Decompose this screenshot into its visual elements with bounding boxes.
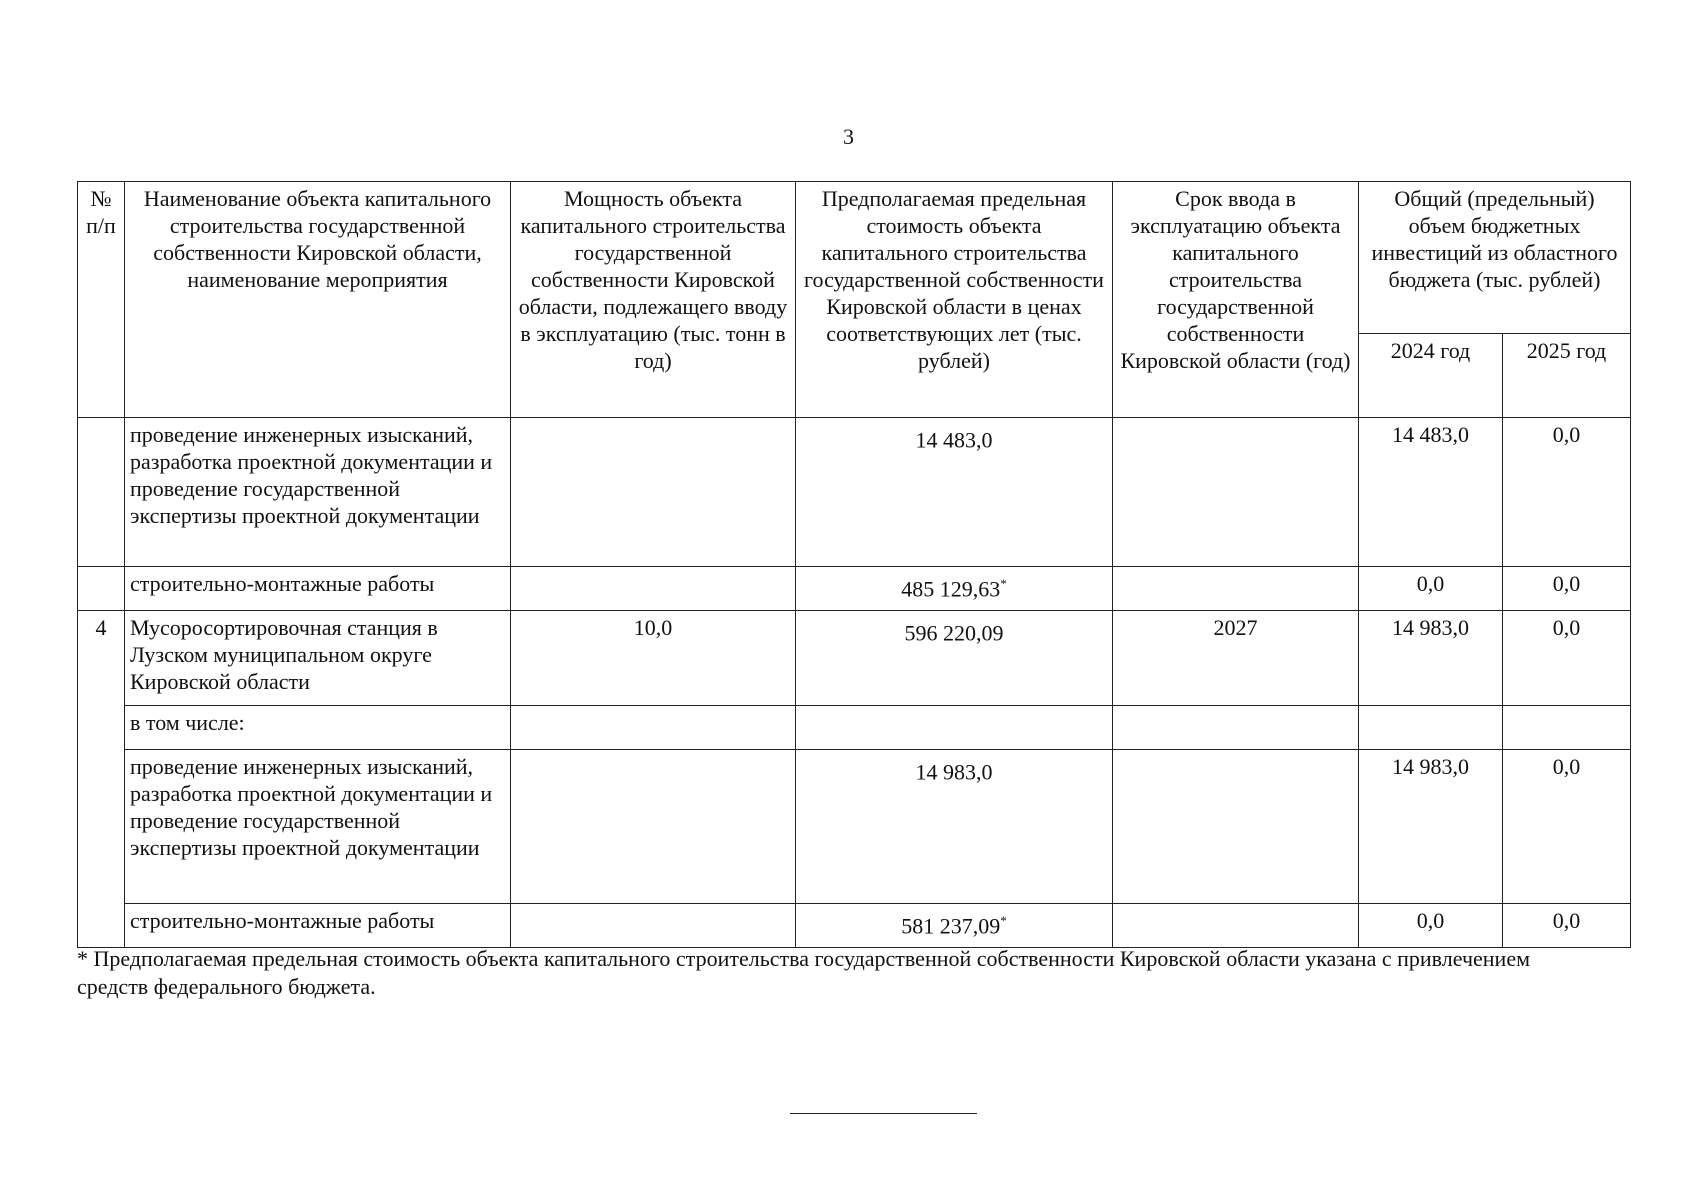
cell-2024: 14 483,0 (1359, 418, 1503, 567)
cell-cost (796, 611, 1113, 706)
cell-num: 4 (78, 611, 125, 706)
cell-cost (796, 750, 1113, 904)
header-term: Срок ввода в эксплуатацию объекта капитального строительства государственной собственности Кировской области (год) (1113, 182, 1359, 418)
cell-capacity (511, 904, 796, 948)
header-capacity: Мощность объекта капитального строительства государственной собственности Кировской области, подлежащего вводу в эксплуатацию (тыс. тонн в год) (511, 182, 796, 418)
cell-2025: 0,0 (1503, 611, 1631, 706)
cost-value: 14 483,0 (915, 427, 993, 453)
cell-2025: 0,0 (1503, 904, 1631, 948)
table-row (78, 611, 1631, 706)
cell-name: в том числе: (125, 706, 511, 750)
cell-2024 (1359, 706, 1503, 750)
cell-name: строительно-монтажные работы (125, 904, 511, 948)
cell-name: проведение инженерных изысканий, разработка проектной документации и проведение государственной экспертизы проектной документации (125, 750, 511, 904)
table-row (78, 418, 1631, 567)
table-row (78, 567, 1631, 611)
cost-value: 596 220,09 (904, 620, 1004, 646)
cost-value: 581 237,09 (901, 913, 1001, 939)
header-year-2024: 2024 год (1359, 334, 1503, 418)
cell-num (78, 750, 125, 904)
cell-num (78, 567, 125, 611)
cell-term (1113, 750, 1359, 904)
cell-cost (796, 418, 1113, 567)
cell-2024: 0,0 (1359, 904, 1503, 948)
cost-value: 14 983,0 (915, 759, 993, 785)
cell-cost (796, 706, 1113, 750)
footnote-mark: * (1000, 913, 1007, 928)
cell-2025 (1503, 706, 1631, 750)
cell-2024: 0,0 (1359, 567, 1503, 611)
table-row (78, 904, 1631, 948)
header-year-2025: 2025 год (1503, 334, 1631, 418)
cell-term (1113, 418, 1359, 567)
cell-2024: 14 983,0 (1359, 750, 1503, 904)
cell-name: Мусоросортировочная станция в Лузском муниципальном округе Кировской области (125, 611, 511, 706)
cell-num (78, 706, 125, 750)
header-name: Наименование объекта капитального строительства государственной собственности Кировской области, наименование мероприятия (125, 182, 511, 418)
cell-cost (796, 904, 1113, 948)
cost-value: 485 129,63 (901, 576, 1001, 602)
cell-capacity (511, 750, 796, 904)
page-number: 3 (843, 124, 854, 149)
cell-name: строительно-монтажные работы (125, 567, 511, 611)
table-row (78, 750, 1631, 904)
cell-term: 2027 (1113, 611, 1359, 706)
cell-capacity (511, 706, 796, 750)
footnote: * Предполагаемая предельная стоимость объекта капитального строительства государственной собственности Кировской области указана с привлечением средств федерального бюджета. (77, 946, 1531, 999)
footnote-mark: * (1000, 576, 1007, 591)
header-cost: Предполагаемая предельная стоимость объекта капитального строительства государственной собственности Кировской области в ценах соответствующих лет (тыс. рублей) (796, 182, 1113, 418)
cell-capacity (511, 567, 796, 611)
cell-term (1113, 706, 1359, 750)
cell-2025: 0,0 (1503, 418, 1631, 567)
end-divider (790, 1113, 977, 1114)
cell-name: проведение инженерных изысканий, разработка проектной документации и проведение государственной экспертизы проектной документации (125, 418, 511, 567)
table-row (78, 706, 1631, 750)
cell-2024: 14 983,0 (1359, 611, 1503, 706)
cell-2025: 0,0 (1503, 567, 1631, 611)
header-num: № п/п (78, 182, 125, 418)
cell-term (1113, 904, 1359, 948)
cell-capacity: 10,0 (511, 611, 796, 706)
cell-num (78, 904, 125, 948)
cell-capacity (511, 418, 796, 567)
header-volume: Общий (предельный) объем бюджетных инвестиций из областного бюджета (тыс. рублей) (1359, 182, 1631, 334)
cell-term (1113, 567, 1359, 611)
cell-num (78, 418, 125, 567)
cell-2025: 0,0 (1503, 750, 1631, 904)
investment-table (77, 181, 1631, 948)
cell-cost (796, 567, 1113, 611)
